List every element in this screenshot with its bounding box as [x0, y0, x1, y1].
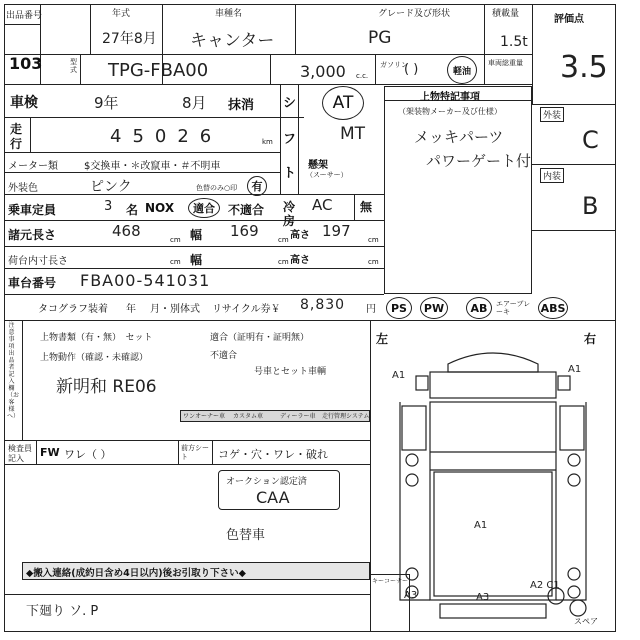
- capacity-value: 1.5t: [500, 34, 528, 50]
- seating-value: 3: [104, 199, 113, 214]
- rule: [4, 464, 370, 465]
- rule: [484, 4, 485, 84]
- exterior-grade: C: [582, 126, 599, 154]
- equip-ps-label: PS: [391, 301, 407, 315]
- diagram-right: 右: [584, 332, 597, 346]
- rule: [4, 24, 40, 25]
- color-note: 色替のみ○印: [196, 184, 238, 192]
- rule: [4, 172, 280, 173]
- lot-number: 103: [9, 54, 43, 73]
- operation-set: 号車とセット車輌: [254, 367, 327, 377]
- rule: [532, 4, 533, 104]
- shift-char-3: ト: [283, 166, 297, 181]
- recycle-unit: 円: [366, 304, 376, 315]
- rule: [375, 54, 376, 84]
- sub-col-2: カスタム車: [233, 413, 264, 420]
- cargo-height-label: 高さ: [290, 255, 310, 266]
- interior-label: 内装: [540, 168, 564, 183]
- warning-text: ◆搬入連絡(成約日含め4日以内)後お引取り下さい◆: [26, 568, 246, 579]
- model-value: キャンター: [190, 31, 275, 51]
- model-code-value: TPG-FBA00: [108, 60, 209, 81]
- fw-label: FW: [40, 446, 60, 459]
- shift-mt: MT: [340, 124, 366, 144]
- diagram-mark-2: A1: [568, 364, 582, 375]
- model-label: 車種名: [215, 9, 243, 19]
- equip-note-2: パワーゲート付: [426, 152, 532, 170]
- bottom-note: 下廻り ソ. P: [26, 604, 99, 619]
- air-brake-label: エアーブレーキ: [496, 300, 531, 316]
- fuel-selected: 軽油: [452, 66, 471, 77]
- mileage-value: 45026: [110, 126, 223, 147]
- shaken-label: 車検: [10, 95, 38, 111]
- papers-fit: 適合（証明有・証明無）: [210, 333, 310, 343]
- body-width-unit: cm: [278, 236, 289, 244]
- cooler-char-1: 冷: [283, 200, 296, 214]
- rule: [532, 230, 616, 231]
- grade-label: グレード及び形状: [378, 9, 451, 19]
- equip-note-1: メッキパーツ: [414, 128, 504, 146]
- chassis-label: 車台番号: [8, 276, 57, 290]
- sub-col-1: ワンオーナー車: [183, 413, 226, 420]
- rule: [4, 194, 384, 195]
- mileage-unit: km: [262, 138, 273, 146]
- equip-ab: [466, 297, 492, 319]
- body-width-label: 幅: [190, 228, 203, 242]
- chassis-value: FBA00-541031: [80, 271, 211, 290]
- shaken-status: 抹消: [228, 98, 255, 113]
- shift-at: AT: [332, 93, 354, 113]
- displacement-value: 3,000: [300, 62, 346, 81]
- rule: [178, 440, 179, 464]
- rule: [354, 194, 355, 220]
- rule: [4, 117, 304, 118]
- operation-label: 上物動作（確認・未確認）: [40, 353, 149, 363]
- color-value: ピンク: [90, 179, 132, 195]
- cooler-value: AC: [312, 196, 333, 214]
- tacho-month: 月・別体式: [150, 304, 200, 315]
- interior-grade: B: [582, 192, 599, 220]
- recycle-label: リサイクル券￥: [212, 304, 281, 315]
- rule: [22, 320, 23, 440]
- capacity-label: 積載量: [492, 9, 520, 19]
- suspension-label: 懸架: [308, 160, 328, 171]
- rule: [532, 164, 616, 165]
- seating-ng: 不適合: [228, 203, 265, 217]
- frontshield-label: 前方シート: [181, 444, 209, 461]
- rule: [4, 268, 384, 269]
- diagram-mark-4: A3: [404, 590, 418, 601]
- sub-col-3: ディーラー車: [280, 413, 316, 420]
- equip-pw-label: PW: [423, 301, 445, 315]
- sub-col-4: 走行管理システム: [322, 413, 370, 420]
- handwritten-note: 新明和 RE06: [56, 377, 157, 397]
- equip-ab-label: AB: [470, 301, 488, 315]
- rule: [4, 294, 384, 295]
- fuel-label: ガソリン: [380, 61, 408, 69]
- body-dims-label: 諸元長さ: [8, 228, 57, 242]
- body-height: 197: [322, 222, 351, 240]
- seating-ok: 適合: [193, 202, 215, 215]
- color-label: 外装色: [8, 183, 38, 194]
- shift-char-1: シ: [283, 96, 297, 111]
- cargo-width-unit: cm: [278, 258, 289, 266]
- papers-unfit: 不適合: [210, 351, 238, 361]
- diagram-mark-3: A1: [474, 520, 488, 531]
- body-length-unit: cm: [170, 236, 181, 244]
- color-selected: 有: [251, 180, 263, 193]
- body-length: 468: [112, 222, 141, 240]
- rule: [30, 117, 31, 152]
- shaken-month: 8月: [182, 94, 207, 112]
- seating-ok-circle: [188, 198, 220, 218]
- body-width: 169: [230, 222, 259, 240]
- year-label: 年式: [112, 9, 131, 19]
- rule: [4, 440, 370, 441]
- rule: [4, 152, 280, 153]
- rule: [532, 104, 616, 105]
- cargo-width-label: 幅: [190, 253, 203, 267]
- rule: [4, 220, 384, 221]
- diagram-left: 左: [376, 332, 389, 346]
- rule: [4, 54, 532, 55]
- equip-pw: [420, 297, 448, 319]
- mileage-char-2: 行: [10, 137, 23, 151]
- key-label: キーコーナー: [372, 578, 409, 585]
- rule: [298, 84, 299, 194]
- cooler-none: 無: [360, 200, 373, 214]
- color-selected-circle: [247, 176, 267, 196]
- year-value: 27年8月: [102, 31, 157, 47]
- cargo-length-unit: cm: [170, 258, 181, 266]
- grade-value: PG: [368, 28, 392, 48]
- rule: [4, 594, 370, 595]
- cooler-char-2: 房: [283, 214, 296, 228]
- rule: [90, 4, 91, 54]
- rule: [80, 54, 81, 84]
- equip-abs: [538, 297, 568, 319]
- equip-panel: [384, 86, 532, 294]
- rating-value: 3.5: [560, 50, 608, 85]
- rule: [295, 4, 296, 54]
- stamp-title: オークション認定済: [226, 477, 307, 487]
- meter-options: $交換車・＊改竄車・＃不明車: [84, 161, 221, 172]
- rule: [212, 440, 213, 464]
- notes-side-label: 注意事項 出品者記入欄（お客様へ）: [7, 322, 20, 420]
- exterior-label: 外装: [540, 107, 564, 122]
- model-code-label: 型 式: [70, 58, 77, 74]
- equip-sub: （架装物メーカー及び仕様）: [398, 107, 502, 116]
- diagram-spare: スペア: [574, 617, 598, 626]
- weight-label: 車両総重量: [488, 59, 523, 67]
- meter-label: メーター類: [8, 161, 58, 172]
- stamp-brand: CAA: [256, 488, 290, 507]
- rule: [4, 84, 532, 85]
- shift-at-circle: [322, 86, 364, 120]
- tacho-year: 年: [126, 304, 136, 315]
- suspension-note: （スーサー）: [306, 171, 348, 179]
- check-label: 検査員記入: [8, 444, 32, 463]
- rating-label: 評価点: [554, 14, 584, 25]
- cargo-dims-label: 荷台内寸長さ: [8, 256, 68, 267]
- equip-abs-label: ABS: [540, 301, 566, 315]
- equip-ps: [386, 297, 412, 319]
- recycle-value: 8,830: [300, 297, 346, 313]
- cargo-height-unit: cm: [368, 258, 379, 266]
- diagram-mark-5: A3: [476, 592, 490, 603]
- equip-header: 上物特記事項: [420, 92, 480, 103]
- tacho-label: タコグラフ装着: [38, 304, 108, 315]
- seating-unit: 名: [126, 203, 139, 217]
- rule: [4, 246, 384, 247]
- body-height-label: 高さ: [290, 230, 310, 241]
- lot-label: 出品番号: [6, 11, 43, 21]
- body-height-unit: cm: [368, 236, 379, 244]
- floor-options: コゲ・穴・ワレ・破れ: [218, 448, 328, 461]
- seating-label: 乗車定員: [8, 203, 57, 217]
- diagram-mark-1: A1: [392, 370, 406, 381]
- fw-value: ワレ（ ）: [64, 448, 112, 461]
- color-change-note: 色替車: [226, 528, 266, 543]
- fuel-selected-circle: [447, 56, 477, 84]
- mileage-char-1: 走: [10, 122, 23, 136]
- seating-nox: NOX: [145, 201, 175, 215]
- rule: [36, 440, 37, 464]
- shift-char-2: フ: [283, 132, 297, 147]
- rule: [270, 54, 271, 84]
- papers-label: 上物書類（有・無） セット: [40, 333, 153, 343]
- fuel-options: ( ): [404, 62, 419, 77]
- diagram-mark-6: A2 C1: [530, 580, 560, 591]
- shaken-year: 9年: [94, 94, 119, 112]
- rule: [280, 84, 281, 194]
- displacement-unit: c.c.: [356, 72, 369, 80]
